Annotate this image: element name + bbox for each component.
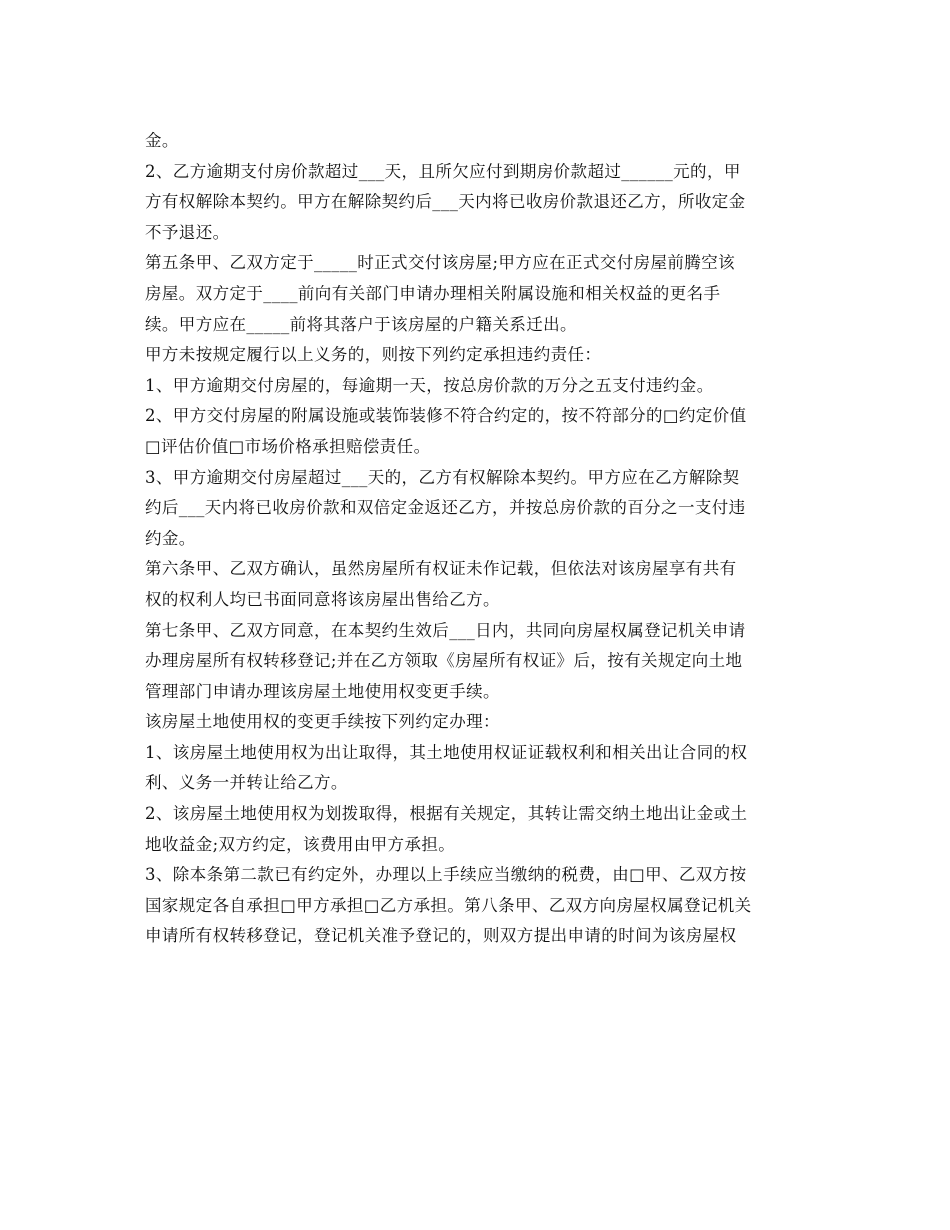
text-line: 方有权解除本契约。甲方在解除契约后___天内将已收房价款退还乙方，所收定金 [145,192,746,212]
text-line: 2、乙方逾期支付房价款超过___天，且所欠应付到期房价款超过______元的，甲 [145,161,741,181]
text-line: 约后___天内将已收房价款和双倍定金返还乙方，并按总房价款的百分之一支付违 [145,498,746,518]
text-line: □评估价值□市场价格承担赔偿责任。 [145,436,431,456]
text-line: 2、甲方交付房屋的附属设施或装饰装修不符合约定的，按不符部分的□约定价值 [145,406,747,426]
text-line: 1、该房屋土地使用权为出让取得，其土地使用权证证载权利和相关出让合同的权 [145,742,748,762]
text-line: 约金。 [145,528,196,548]
text-line: 第五条甲、乙双方定于_____时正式交付该房屋;甲方应在正式交付房屋前腾空该 [145,253,736,273]
text-line: 甲方未按规定履行以上义务的，则按下列约定承担违约责任： [145,345,602,365]
text-line: 该房屋土地使用权的变更手续按下列约定办理： [145,712,500,732]
text-line: 利、义务一并转让给乙方。 [145,773,348,793]
text-line: 3、甲方逾期交付房屋超过___天的，乙方有权解除本契约。甲方应在乙方解除契 [145,467,740,487]
text-line: 办理房屋所有权转移登记;并在乙方领取《房屋所有权证》后，按有关规定向土地 [145,651,743,671]
text-line: 金。 [145,131,179,150]
text-line: 第六条甲、乙双方确认，虽然房屋所有权证未作记载，但依法对该房屋享有共有 [145,559,737,579]
text-line: 房屋。双方定于____前向有关部门申请办理相关附属设施和相关权益的更名手 [145,283,721,303]
text-line: 权的权利人均已书面同意将该房屋出售给乙方。 [145,589,500,609]
document-page [145,126,815,952]
text-line: 3、除本条第二款已有约定外，办理以上手续应当缴纳的税费，由□甲、乙双方按 [145,865,747,885]
text-line: 续。甲方应在_____前将其落户于该房屋的户籍关系迁出。 [145,314,577,334]
text-line: 1、甲方逾期交付房屋的，每逾期一天，按总房价款的万分之五支付违约金。 [145,375,714,395]
text-line: 2、该房屋土地使用权为划拨取得，根据有关规定，其转让需交纳土地出让金或土 [145,804,748,824]
text-line: 第七条甲、乙双方同意，在本契约生效后___日内，共同向房屋权属登记机关申请 [145,620,746,640]
text-line: 不予退还。 [145,222,230,242]
text-line: 申请所有权转移登记，登记机关准予登记的，则双方提出申请的时间为该房屋权 [145,926,737,946]
text-line: 国家规定各自承担□甲方承担□乙方承担。第八条甲、乙双方向房屋权属登记机关 [145,895,752,915]
text-line: 管理部门申请办理该房屋土地使用权变更手续。 [145,681,500,701]
text-line: 地收益金;双方约定，该费用由甲方承担。 [145,834,456,854]
